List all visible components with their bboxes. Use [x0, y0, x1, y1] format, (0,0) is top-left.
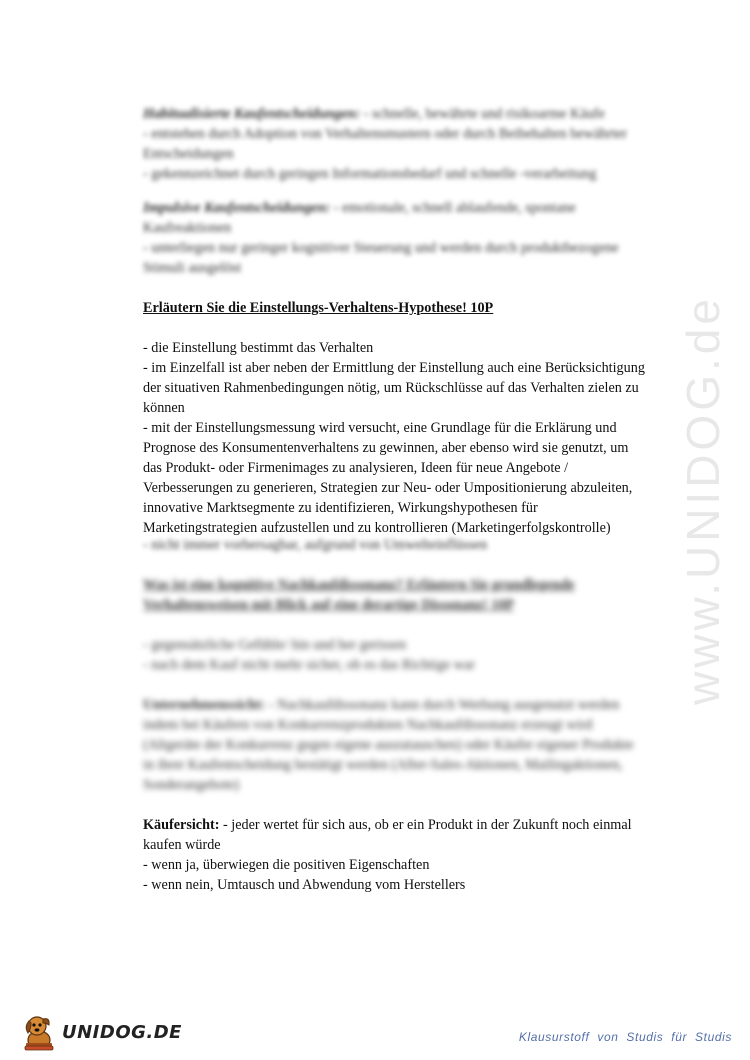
company-view-line-4: in ihrer Kaufentscheidung bestätigt werden (After-Sales-Aktionen, Mailingaktionen,: [143, 757, 623, 773]
document-body: [143, 104, 688, 895]
impulsive-line-4: Stimuli ausgelöst: [143, 260, 242, 276]
answer-line: das Produkt- oder Firmenimages zu analysieren, Ideen für neue Angebote /: [143, 460, 569, 476]
answer-line: der situativen Rahmenbedingungen nötig, um Rückschlüsse auf das Verhalten zielen zu: [143, 380, 639, 396]
buyer-view-desc: - jeder wertet für sich aus, ob er ein Produkt in der Zukunft noch einmal: [219, 817, 632, 833]
company-view-line-2: indem bei Käufern von Konkurrenzprodukten Nachkaufdissonanz erzeugt wird: [143, 717, 593, 733]
answer-line: - die Einstellung bestimmt das Verhalten: [143, 340, 374, 356]
habitual-desc: - schnelle, bewährte und risikoarme Käufe: [360, 106, 605, 122]
buyer-view-line-3: - wenn ja, überwiegen die positiven Eigenschaften: [143, 857, 430, 873]
watermark-text: www.UNIDOG.de: [677, 295, 730, 705]
answer-line: Prognose des Konsumentenverhaltens zu gewinnen, aber ebenso wird sie genutzt, um: [143, 440, 629, 456]
question-2-bullet-1: - gegensätzliche Gefühle/ hin und her gerissen: [143, 637, 407, 653]
blurred-section-impulsive: [143, 198, 688, 278]
impulsive-desc: - emotionale, schnell ablaufende, spontane: [330, 200, 576, 216]
unidog-logo[interactable]: [22, 1012, 182, 1052]
impulsive-line-3: - unterliegen nur geringer kognitiver Steuerung und werden durch produktbezogene: [143, 240, 619, 256]
company-view-line-3: (Altgeräte der Konkurrenz gegen eigene auszutauschen) oder Käufer eigener Produkte: [143, 737, 634, 753]
habitual-line-3: Entscheidungen: [143, 146, 234, 162]
dog-mascot-icon: [22, 1013, 56, 1051]
answer-line: Verbesserungen zu generieren, Strategien zur Neu- oder Umpositionierung abzuleiten,: [143, 480, 633, 496]
watermark: [648, 260, 750, 740]
question-2-heading-line-2: Verhaltensweisen mit Blick auf eine derartige Dissonanz! 10P: [143, 597, 515, 613]
impulsive-line-2: Kaufreaktionen: [143, 220, 232, 236]
blurred-question-2: [143, 575, 688, 795]
company-view-desc: - Nachkaufdissonanz kann durch Werbung ausgenutzt werden: [265, 697, 620, 713]
habitual-line-2: - entstehen durch Adoption von Verhaltensmustern oder durch Beibehalten bewährter: [143, 126, 627, 142]
buyer-view-title: Käufersicht:: [143, 817, 220, 833]
answer-line: innovative Marktsegmente zu identifizieren, Wirkungshypothesen für: [143, 500, 538, 516]
buyer-view-line-2: kaufen würde: [143, 837, 221, 853]
answer-line: - im Einzelfall ist aber neben der Ermittlung der Einstellung auch eine Berücksichtigung: [143, 360, 645, 376]
question-2-bullet-2: - nach dem Kauf nicht mehr sicher, ob es das Richtige war: [143, 657, 475, 673]
company-view-line-5: Sonderangebote): [143, 777, 240, 793]
question-1-answer: [143, 338, 688, 538]
question-2-heading-line-1: Was ist eine kognitive Nachkaufdissonanz? Erläutern Sie grundlegende: [143, 577, 575, 593]
habitual-line-4: - gekennzeichnet durch geringen Informationsbedarf und schnelle -verarbeitung: [143, 166, 597, 182]
blurred-answer-line: - nicht immer vorhersagbar, aufgrund von Umwelteinflüssen: [143, 537, 488, 553]
habitual-title: Habitualisierte Kaufentscheidungen:: [143, 106, 361, 122]
impulsive-title: Impulsive Kaufentscheidungen:: [143, 200, 331, 216]
question-1-heading: Erläutern Sie die Einstellungs-Verhaltens-Hypothese! 10P: [143, 300, 494, 316]
buyer-view-line-4: - wenn nein, Umtausch und Abwendung vom Herstellers: [143, 877, 466, 893]
answer-line: können: [143, 400, 185, 416]
company-view-title: Unternehmenssicht:: [143, 697, 266, 713]
answer-line: Marketingstrategien aufzustellen und zu kontrollieren (Marketingerfolgskontrolle): [143, 520, 611, 536]
blurred-section-habitual: [143, 104, 688, 184]
logo-text: UNIDOG.DE: [62, 1021, 182, 1043]
buyer-view-section: [143, 815, 688, 895]
answer-line: - mit der Einstellungsmessung wird versucht, eine Grundlage für die Erklärung und: [143, 420, 617, 436]
footer-tagline: Klausurstoff von Studis für Studis: [518, 1030, 732, 1044]
